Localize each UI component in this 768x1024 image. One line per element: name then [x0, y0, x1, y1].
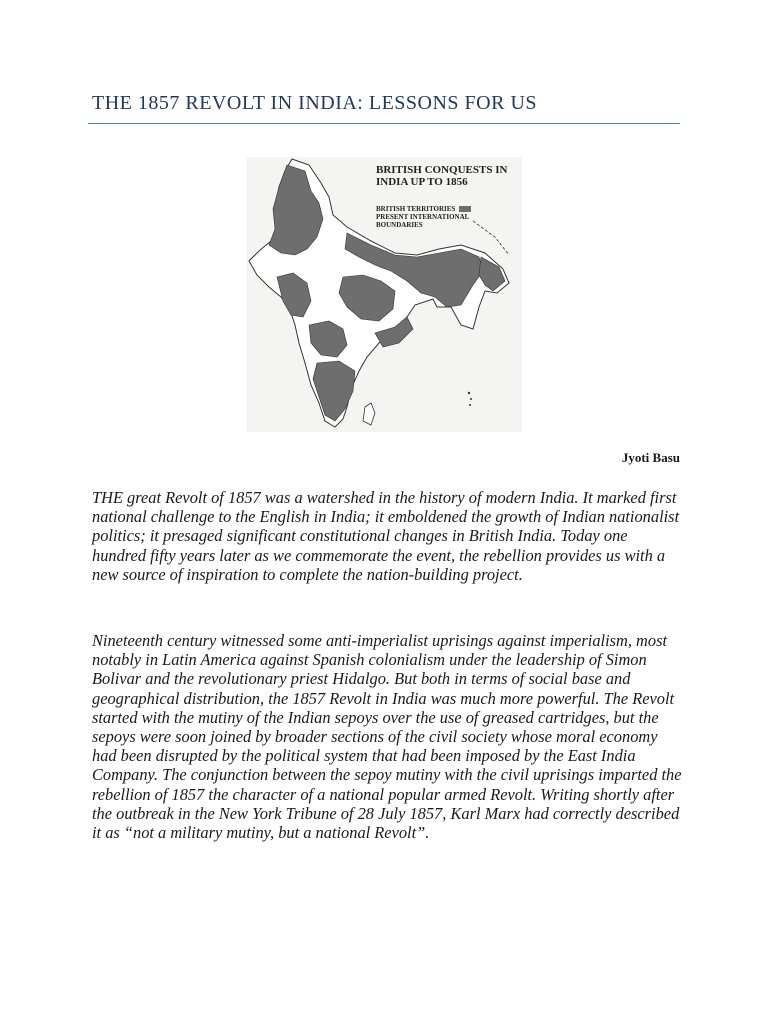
paragraph-2: Nineteenth century witnessed some anti-imperialist uprisings against imperialism, most notably in Latin America against Spanish colonialism under the leadership of Simon Bolivar and the revolutionary priest Hidalgo. But both in terms of social base and geographical distribution, the 1857 Revolt in India was much more powerful. The Revolt started with the mutiny of the Indian sepoys over the use of greased cartridges, but the sepoys were soon joined by broader sections of the civil society whose moral economy had been disrupted by the political system that had been imposed by the East India Company. The conjunction between the sepoy mutiny with the civil uprisings imparted the rebellion of 1857 the character of a national popular armed Revolt. Writing shortly after the outbreak in the New York Tribune of 28 July 1857, Karl Marx had correctly described it as “not a military mutiny, but a national Revolt”.: [92, 631, 682, 843]
map-title: BRITISH CONQUESTS IN INDIA UP TO 1856: [376, 164, 508, 188]
author-name: Jyoti Basu: [621, 450, 680, 465]
legend-british-territories: [376, 205, 471, 213]
territory-south: [313, 361, 355, 421]
title-divider: [88, 123, 680, 124]
legend-boundaries: PRESENT INTERNATIONAL BOUNDARIES: [376, 213, 469, 229]
legend-label-territories: BRITISH TERRITORIES: [376, 205, 456, 213]
page-title: THE 1857 REVOLT IN INDIA: LESSONS FOR US: [92, 92, 538, 114]
map-figure: [247, 157, 522, 432]
legend-swatch: [459, 206, 471, 212]
sri-lanka: [363, 403, 375, 425]
paragraph-1: THE great Revolt of 1857 was a watershed in the history of modern India. It marked first national challenge to the English in India; it emboldened the growth of Indian nationalist politics; it presaged significant constitutional changes in British India. Today one hundred fifty years later as we commemorate the event, the rebellion provides us with a new source of inspiration to complete the nation-building project.: [92, 488, 680, 584]
india-map: [247, 157, 522, 432]
